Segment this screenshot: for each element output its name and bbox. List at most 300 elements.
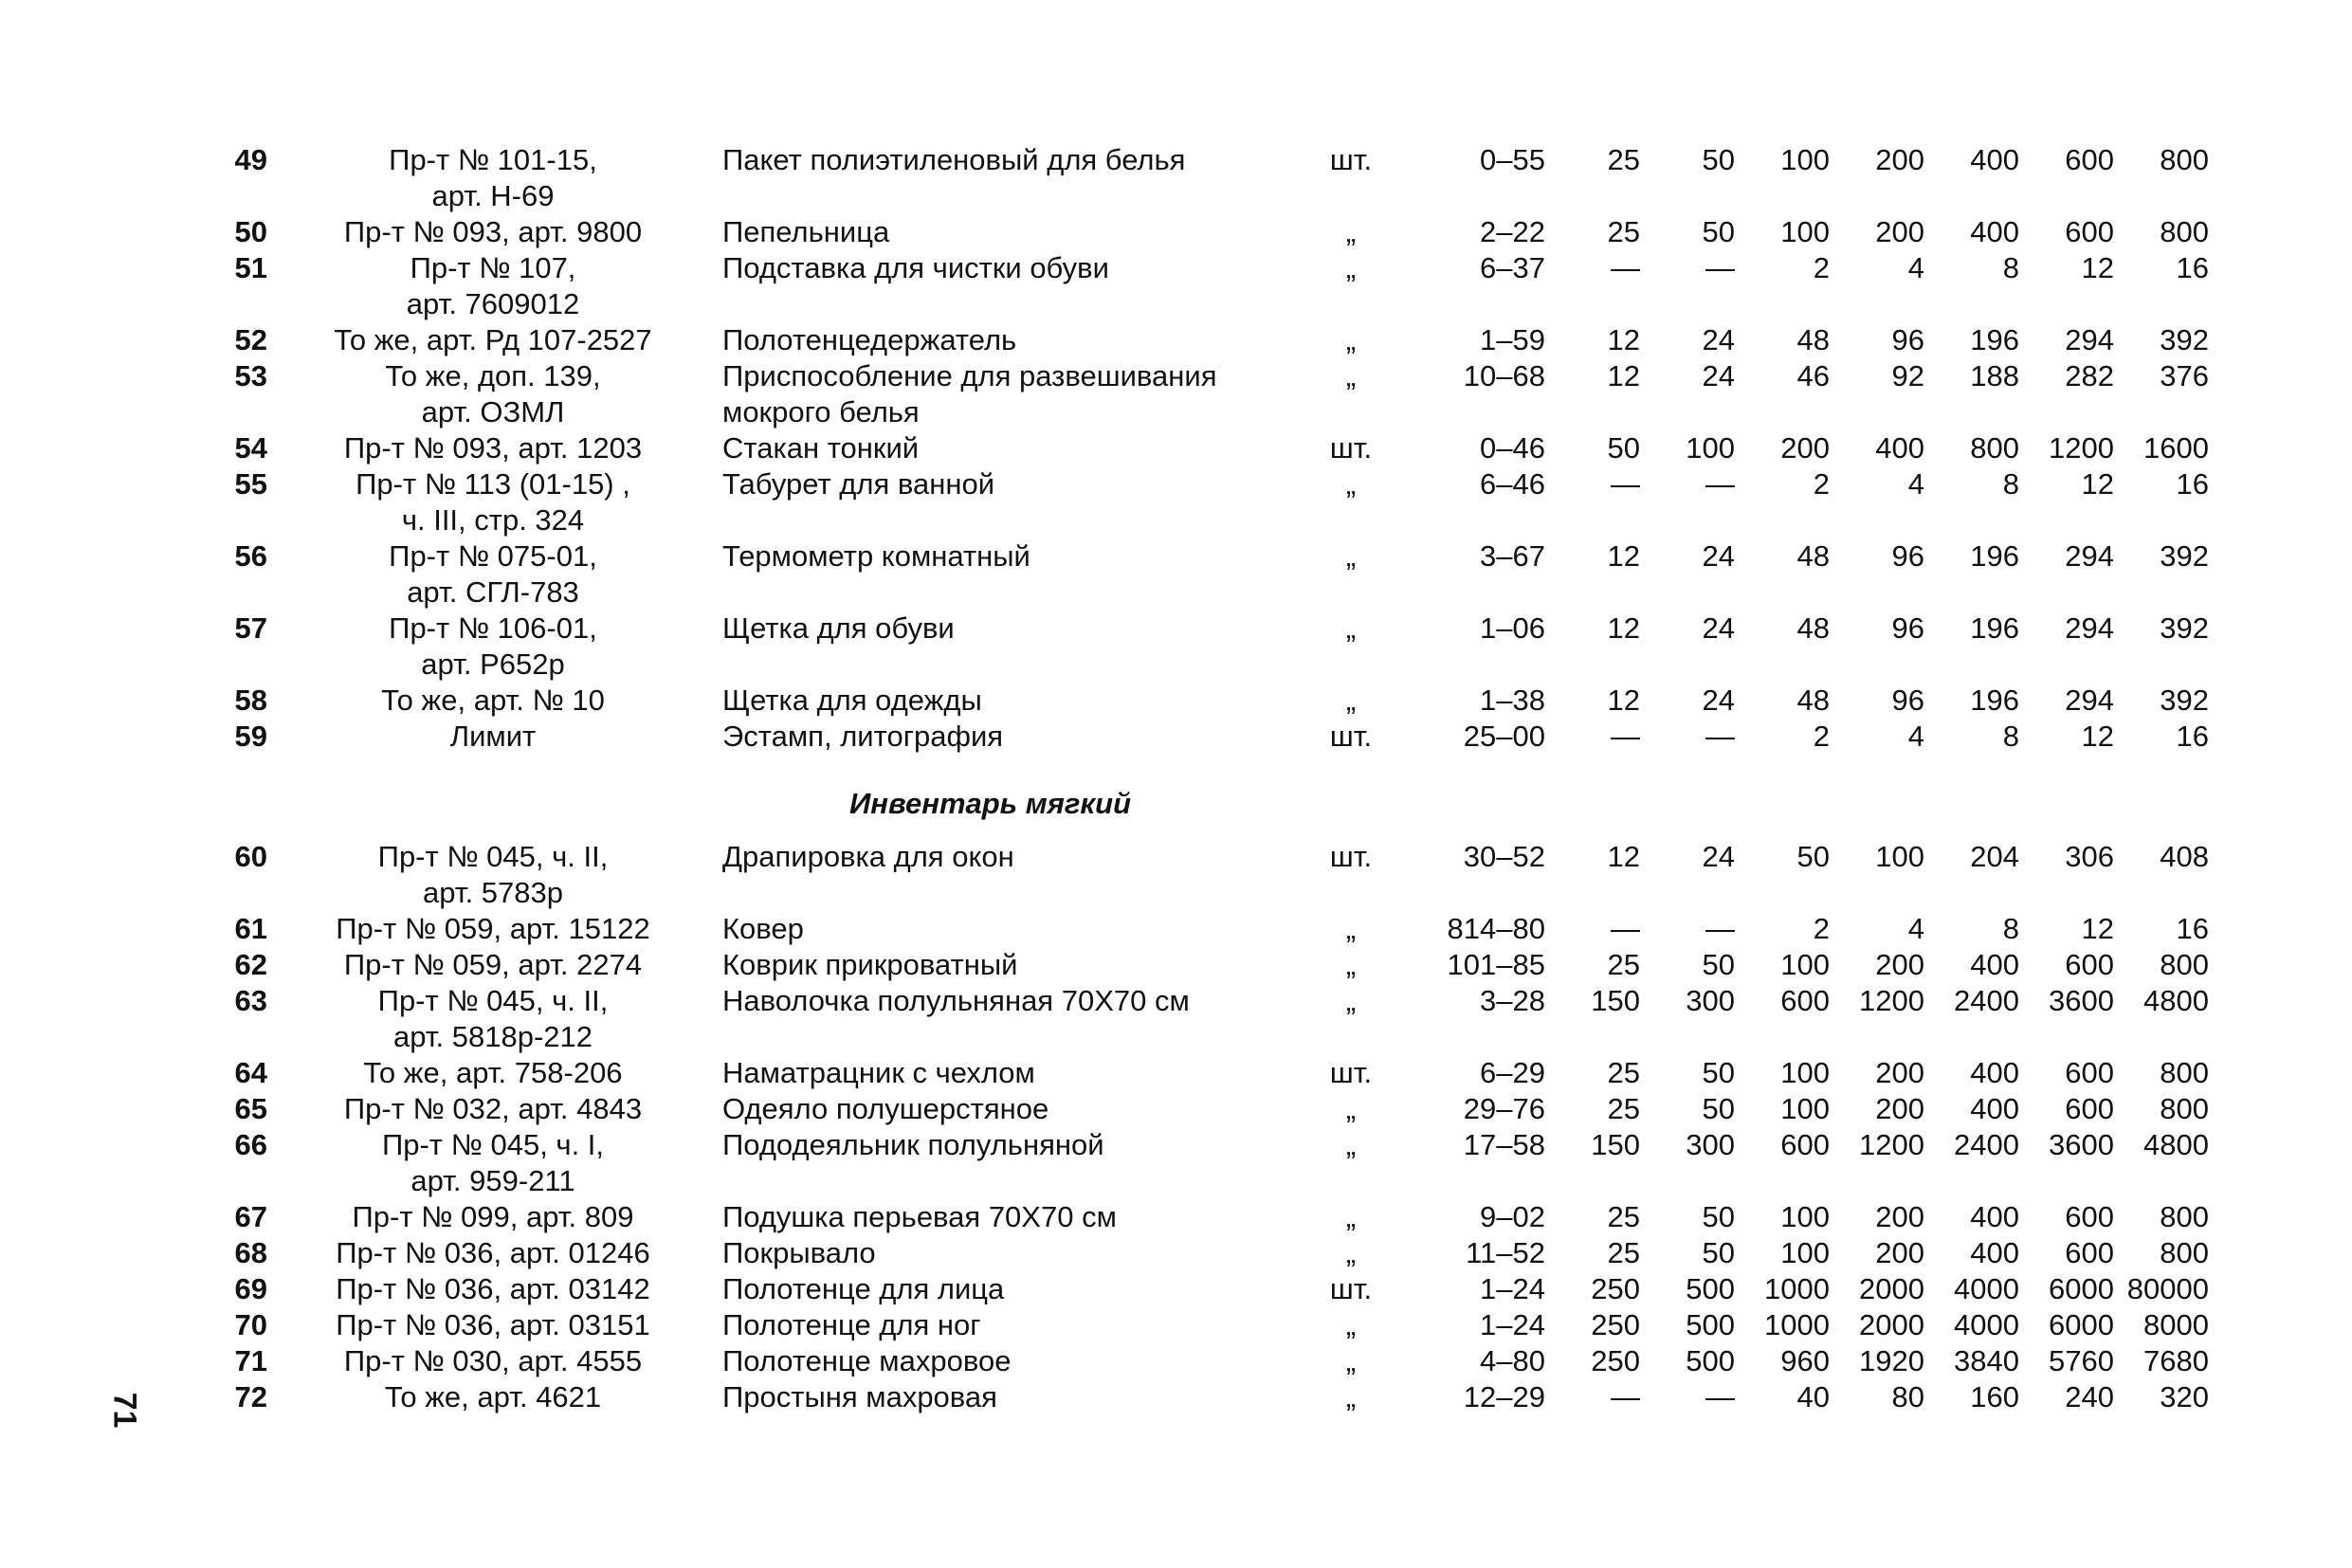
quantity-3: 48	[1796, 684, 1830, 717]
unit: „	[1345, 984, 1357, 1017]
quantity-4: 96	[1891, 323, 1924, 356]
item-name-line: Коврик прикроватный	[722, 948, 1018, 981]
source-line: Лимит	[449, 720, 537, 753]
row-number: 68	[234, 1236, 267, 1269]
quantity-3: 48	[1796, 539, 1830, 573]
table-row	[0, 1091, 2352, 1127]
source-line: Пр-т № 032, арт. 4843	[343, 1092, 643, 1125]
quantity-3: 100	[1780, 948, 1830, 981]
quantity-4: 4	[1907, 251, 1924, 284]
price: 0–46	[1480, 431, 1545, 465]
quantity-1: 25	[1607, 1056, 1640, 1089]
table-block-soft-inventory	[0, 839, 2352, 1415]
item-name-line: Термометр комнатный	[722, 539, 1030, 573]
quantity-2: —	[1705, 251, 1735, 284]
quantity-3: 600	[1780, 984, 1830, 1017]
source-reference	[303, 214, 683, 250]
source-reference	[303, 1235, 683, 1271]
item-name	[722, 947, 1291, 983]
quantity-3: 48	[1796, 323, 1830, 356]
item-name-line: мокрого белья	[722, 395, 920, 428]
quantity-5: 400	[1970, 948, 2019, 981]
item-name-line: Полотенце для ног	[722, 1308, 981, 1341]
quantity-1: —	[1611, 251, 1640, 284]
source-reference	[303, 1055, 683, 1091]
source-reference	[303, 1379, 683, 1415]
table-row	[0, 1127, 2352, 1199]
quantity-5: 8	[2002, 251, 2019, 284]
quantity-6: 600	[2065, 1056, 2114, 1089]
item-name	[722, 911, 1291, 947]
source-reference	[303, 466, 683, 538]
source-line: Пр-т № 059, арт. 2274	[343, 948, 643, 981]
row-number: 58	[234, 684, 267, 717]
quantity-2: 24	[1702, 323, 1735, 356]
quantity-6: 3600	[2049, 984, 2114, 1017]
quantity-2: 50	[1702, 1092, 1735, 1125]
price: 1–24	[1480, 1308, 1545, 1341]
quantity-7: 4800	[2143, 1128, 2209, 1161]
quantity-7: 16	[2176, 720, 2209, 753]
item-name	[722, 1343, 1291, 1379]
quantity-7: 320	[2160, 1380, 2209, 1413]
row-number: 66	[234, 1128, 267, 1161]
price: 1–38	[1480, 684, 1545, 717]
unit: „	[1345, 251, 1357, 284]
quantity-7: 800	[2160, 1056, 2209, 1089]
quantity-2: 24	[1702, 840, 1735, 873]
table-row	[0, 1055, 2352, 1091]
quantity-5: 196	[1970, 611, 2019, 645]
price: 4–80	[1480, 1344, 1545, 1377]
quantity-5: 8	[2002, 720, 2019, 753]
item-name-line: Простыня махровая	[722, 1380, 997, 1413]
quantity-6: 600	[2065, 143, 2114, 176]
quantity-7: 16	[2176, 467, 2209, 501]
item-name	[722, 214, 1291, 250]
unit: „	[1345, 1380, 1357, 1413]
quantity-5: 2400	[1954, 1128, 2019, 1161]
quantity-7: 8000	[2143, 1308, 2209, 1341]
row-number: 59	[234, 720, 267, 753]
item-name-line: Пакет полиэтиленовый для белья	[722, 143, 1186, 176]
quantity-5: 204	[1970, 840, 2019, 873]
quantity-1: 12	[1607, 684, 1640, 717]
quantity-3: 48	[1796, 611, 1830, 645]
item-name-line: Приспособление для развешивания	[722, 359, 1217, 392]
row-number: 64	[234, 1056, 267, 1089]
quantity-1: —	[1611, 720, 1640, 753]
quantity-2: 24	[1702, 539, 1735, 573]
price: 25–00	[1463, 720, 1545, 753]
quantity-6: 12	[2081, 467, 2114, 501]
source-line: Пр-т № 030, арт. 4555	[343, 1344, 643, 1377]
item-name	[722, 1271, 1291, 1307]
quantity-2: 24	[1702, 684, 1735, 717]
table-row	[0, 839, 2352, 911]
table-block-household-items	[0, 142, 2352, 755]
quantity-4: 200	[1875, 948, 1924, 981]
table-row	[0, 983, 2352, 1055]
source-line: арт. ОЗМЛ	[421, 395, 565, 428]
quantity-7: 4800	[2143, 984, 2209, 1017]
row-number: 51	[234, 251, 267, 284]
quantity-6: 294	[2065, 539, 2114, 573]
table-row	[0, 1343, 2352, 1379]
item-name	[722, 1199, 1291, 1235]
quantity-7: 800	[2160, 948, 2209, 981]
source-line: Пр-т № 036, арт. 03142	[336, 1272, 650, 1305]
quantity-3: 50	[1796, 840, 1830, 873]
quantity-3: 1000	[1764, 1272, 1830, 1305]
quantity-7: 392	[2160, 611, 2209, 645]
source-line: Пр-т № 075-01,	[389, 539, 597, 573]
source-line: Пр-т № 099, арт. 809	[352, 1200, 634, 1233]
unit: „	[1345, 323, 1357, 356]
price: 12–29	[1463, 1380, 1545, 1413]
source-line: То же, арт. 758-206	[363, 1056, 623, 1089]
quantity-1: 12	[1607, 539, 1640, 573]
quantity-3: 40	[1796, 1380, 1830, 1413]
quantity-4: 96	[1891, 611, 1924, 645]
quantity-1: 25	[1607, 948, 1640, 981]
quantity-4: 200	[1875, 1092, 1924, 1125]
source-reference	[303, 142, 683, 214]
source-line: арт. 7609012	[406, 287, 580, 320]
quantity-4: 92	[1891, 359, 1924, 392]
quantity-5: 4000	[1954, 1272, 2019, 1305]
quantity-4: 200	[1875, 143, 1924, 176]
quantity-7: 408	[2160, 840, 2209, 873]
unit: шт.	[1329, 840, 1373, 873]
quantity-3: 100	[1780, 1056, 1830, 1089]
quantity-5: 188	[1970, 359, 2019, 392]
unit: „	[1345, 539, 1357, 573]
item-name-line: Пододеяльник полульняной	[722, 1128, 1104, 1161]
item-name-line: Щетка для одежды	[722, 684, 982, 717]
quantity-7: 800	[2160, 1092, 2209, 1125]
source-line: Пр-т № 036, арт. 03151	[336, 1308, 650, 1341]
quantity-7: 16	[2176, 912, 2209, 945]
quantity-2: 24	[1702, 611, 1735, 645]
row-number: 62	[234, 948, 267, 981]
source-line: арт. 959-211	[410, 1164, 575, 1197]
price: 1–06	[1480, 611, 1545, 645]
quantity-7: 800	[2160, 143, 2209, 176]
row-number: 57	[234, 611, 267, 645]
quantity-1: 25	[1607, 1200, 1640, 1233]
table-row	[0, 322, 2352, 358]
source-reference	[303, 1343, 683, 1379]
table-row	[0, 947, 2352, 983]
table-row	[0, 611, 2352, 683]
row-number: 63	[234, 984, 267, 1017]
quantity-4: 96	[1891, 539, 1924, 573]
page-number: 71	[106, 1392, 143, 1429]
source-line: То же, арт. Рд 107-2527	[334, 323, 652, 356]
unit: шт.	[1329, 720, 1373, 753]
quantity-5: 196	[1970, 323, 2019, 356]
source-line: Пр-т № 106-01,	[389, 611, 597, 645]
item-name-line: Покрывало	[722, 1236, 876, 1269]
source-reference	[303, 983, 683, 1055]
source-line: Пр-т № 045, ч. II,	[377, 984, 609, 1017]
item-name	[722, 358, 1291, 430]
quantity-4: 96	[1891, 684, 1924, 717]
item-name	[722, 983, 1291, 1019]
quantity-6: 12	[2081, 720, 2114, 753]
item-name-line: Полотенце махровое	[722, 1344, 1012, 1377]
price: 6–46	[1480, 467, 1545, 501]
item-name	[722, 1379, 1291, 1415]
quantity-6: 6000	[2049, 1308, 2114, 1341]
unit: „	[1345, 1128, 1357, 1161]
source-reference	[303, 538, 683, 611]
source-line: арт. Н-69	[431, 179, 555, 212]
quantity-6: 12	[2081, 912, 2114, 945]
quantity-2: 300	[1686, 984, 1735, 1017]
source-reference	[303, 1127, 683, 1199]
table-row	[0, 1271, 2352, 1307]
price: 3–67	[1480, 539, 1545, 573]
quantity-5: 400	[1970, 1236, 2019, 1269]
price: 29–76	[1463, 1092, 1545, 1125]
item-name	[722, 1091, 1291, 1127]
quantity-1: 12	[1607, 840, 1640, 873]
quantity-2: 50	[1702, 948, 1735, 981]
quantity-4: 4	[1907, 467, 1924, 501]
source-reference	[303, 719, 683, 755]
price: 17–58	[1463, 1128, 1545, 1161]
item-name	[722, 250, 1291, 286]
quantity-6: 600	[2065, 215, 2114, 248]
item-name-line: Пепельница	[722, 215, 890, 248]
quantity-6: 294	[2065, 684, 2114, 717]
quantity-2: 300	[1686, 1128, 1735, 1161]
unit: „	[1345, 684, 1357, 717]
unit: шт.	[1329, 431, 1373, 465]
quantity-6: 282	[2065, 359, 2114, 392]
table-row	[0, 911, 2352, 947]
quantity-4: 4	[1907, 912, 1924, 945]
quantity-5: 3840	[1954, 1344, 2019, 1377]
price: 6–29	[1480, 1056, 1545, 1089]
price: 30–52	[1463, 840, 1545, 873]
item-name	[722, 1235, 1291, 1271]
source-line: Пр-т № 036, арт. 01246	[336, 1236, 650, 1269]
item-name-line: Подставка для чистки обуви	[722, 251, 1109, 284]
quantity-6: 12	[2081, 251, 2114, 284]
row-number: 71	[234, 1344, 267, 1377]
row-number: 50	[234, 215, 267, 248]
table-row	[0, 466, 2352, 538]
quantity-4: 200	[1875, 1056, 1924, 1089]
unit: „	[1345, 1308, 1357, 1341]
quantity-7: 392	[2160, 539, 2209, 573]
quantity-2: 500	[1686, 1344, 1735, 1377]
table-row	[0, 250, 2352, 322]
item-name-line: Одеяло полушерстяное	[722, 1092, 1049, 1125]
quantity-5: 2400	[1954, 984, 2019, 1017]
quantity-5: 400	[1970, 1200, 2019, 1233]
price: 9–02	[1480, 1200, 1545, 1233]
item-name	[722, 538, 1291, 574]
item-name-line: Подушка перьевая 70Х70 см	[722, 1200, 1117, 1233]
quantity-4: 100	[1875, 840, 1924, 873]
table-row	[0, 1379, 2352, 1415]
price: 6–37	[1480, 251, 1545, 284]
unit: „	[1345, 215, 1357, 248]
quantity-3: 100	[1780, 1236, 1830, 1269]
quantity-1: —	[1611, 912, 1640, 945]
unit: „	[1345, 948, 1357, 981]
quantity-4: 1920	[1859, 1344, 1924, 1377]
quantity-6: 294	[2065, 611, 2114, 645]
section-title-text: Инвентарь мягкий	[849, 787, 1132, 820]
quantity-1: 12	[1607, 611, 1640, 645]
source-reference	[303, 1091, 683, 1127]
item-name	[722, 611, 1291, 647]
quantity-7: 392	[2160, 684, 2209, 717]
quantity-4: 2000	[1859, 1272, 1924, 1305]
quantity-2: 24	[1702, 359, 1735, 392]
quantity-2: —	[1705, 720, 1735, 753]
quantity-4: 200	[1875, 1236, 1924, 1269]
source-reference	[303, 611, 683, 683]
price: 10–68	[1463, 359, 1545, 392]
quantity-5: 400	[1970, 1056, 2019, 1089]
source-reference	[303, 839, 683, 911]
price: 3–28	[1480, 984, 1545, 1017]
price: 101–85	[1447, 948, 1545, 981]
unit: „	[1345, 1200, 1357, 1233]
source-reference	[303, 911, 683, 947]
row-number: 52	[234, 323, 267, 356]
source-line: То же, доп. 139,	[385, 359, 601, 392]
quantity-4: 1200	[1859, 1128, 1924, 1161]
source-reference	[303, 358, 683, 430]
quantity-2: 50	[1702, 1200, 1735, 1233]
item-name-line: Полотенцедержатель	[722, 323, 1017, 356]
quantity-3: 100	[1780, 1200, 1830, 1233]
item-name	[722, 839, 1291, 875]
price: 1–59	[1480, 323, 1545, 356]
quantity-6: 6000	[2049, 1272, 2114, 1305]
quantity-1: 12	[1607, 323, 1640, 356]
quantity-3: 46	[1796, 359, 1830, 392]
unit: „	[1345, 1344, 1357, 1377]
source-line: Пр-т № 045, ч. II,	[377, 840, 609, 873]
quantity-4: 2000	[1859, 1308, 1924, 1341]
row-number: 55	[234, 467, 267, 501]
row-number: 60	[234, 840, 267, 873]
unit: „	[1345, 912, 1357, 945]
table-row	[0, 683, 2352, 719]
unit: „	[1345, 467, 1357, 501]
quantity-4: 200	[1875, 215, 1924, 248]
item-name	[722, 1307, 1291, 1343]
row-number: 70	[234, 1308, 267, 1341]
quantity-6: 600	[2065, 1200, 2114, 1233]
quantity-1: 25	[1607, 1236, 1640, 1269]
quantity-4: 1200	[1859, 984, 1924, 1017]
price: 2–22	[1480, 215, 1545, 248]
item-name-line: Наволочка полульняная 70Х70 см	[722, 984, 1190, 1017]
quantity-2: 50	[1702, 1236, 1735, 1269]
quantity-5: 4000	[1954, 1308, 2019, 1341]
quantity-3: 2	[1813, 251, 1830, 284]
source-line: То же, арт. № 10	[381, 684, 605, 717]
source-reference	[303, 250, 683, 322]
item-name	[722, 466, 1291, 502]
row-number: 72	[234, 1380, 267, 1413]
row-number: 65	[234, 1092, 267, 1125]
quantity-3: 100	[1780, 1092, 1830, 1125]
unit: „	[1345, 1236, 1357, 1269]
quantity-2: 100	[1686, 431, 1735, 465]
source-reference	[303, 1199, 683, 1235]
quantity-7: 16	[2176, 251, 2209, 284]
source-reference	[303, 1307, 683, 1343]
quantity-1: 150	[1591, 1128, 1640, 1161]
quantity-6: 600	[2065, 1092, 2114, 1125]
source-line: Пр-т № 045, ч. I,	[381, 1128, 605, 1161]
item-name	[722, 1127, 1291, 1163]
quantity-1: 250	[1591, 1272, 1640, 1305]
source-line: Пр-т № 107,	[410, 251, 576, 284]
quantity-6: 600	[2065, 1236, 2114, 1269]
table-row	[0, 1307, 2352, 1343]
table-row	[0, 430, 2352, 466]
quantity-3: 2	[1813, 467, 1830, 501]
quantity-6: 294	[2065, 323, 2114, 356]
quantity-2: 50	[1702, 143, 1735, 176]
quantity-7: 80000	[2126, 1272, 2209, 1305]
source-reference	[303, 1271, 683, 1307]
row-number: 54	[234, 431, 267, 465]
item-name-line: Стакан тонкий	[722, 431, 920, 465]
quantity-2: —	[1705, 912, 1735, 945]
quantity-7: 800	[2160, 215, 2209, 248]
quantity-3: 2	[1813, 720, 1830, 753]
quantity-1: 25	[1607, 1092, 1640, 1125]
source-line: Пр-т № 093, арт. 1203	[343, 431, 643, 465]
table-row	[0, 142, 2352, 214]
quantity-7: 1600	[2143, 431, 2209, 465]
table-row	[0, 1199, 2352, 1235]
quantity-3: 960	[1780, 1344, 1830, 1377]
unit: шт.	[1329, 143, 1373, 176]
quantity-5: 8	[2002, 467, 2019, 501]
quantity-6: 3600	[2049, 1128, 2114, 1161]
table-row	[0, 719, 2352, 755]
item-name	[722, 683, 1291, 719]
source-reference	[303, 430, 683, 466]
price: 0–55	[1480, 143, 1545, 176]
quantity-5: 160	[1970, 1380, 2019, 1413]
quantity-5: 400	[1970, 1092, 2019, 1125]
item-name-line: Полотенце для лица	[722, 1272, 1005, 1305]
source-reference	[303, 322, 683, 358]
quantity-6: 240	[2065, 1380, 2114, 1413]
unit: „	[1345, 611, 1357, 645]
table-row	[0, 214, 2352, 250]
row-number: 49	[234, 143, 267, 176]
quantity-3: 100	[1780, 143, 1830, 176]
quantity-6: 1200	[2049, 431, 2114, 465]
table-row	[0, 1235, 2352, 1271]
quantity-5: 800	[1970, 431, 2019, 465]
